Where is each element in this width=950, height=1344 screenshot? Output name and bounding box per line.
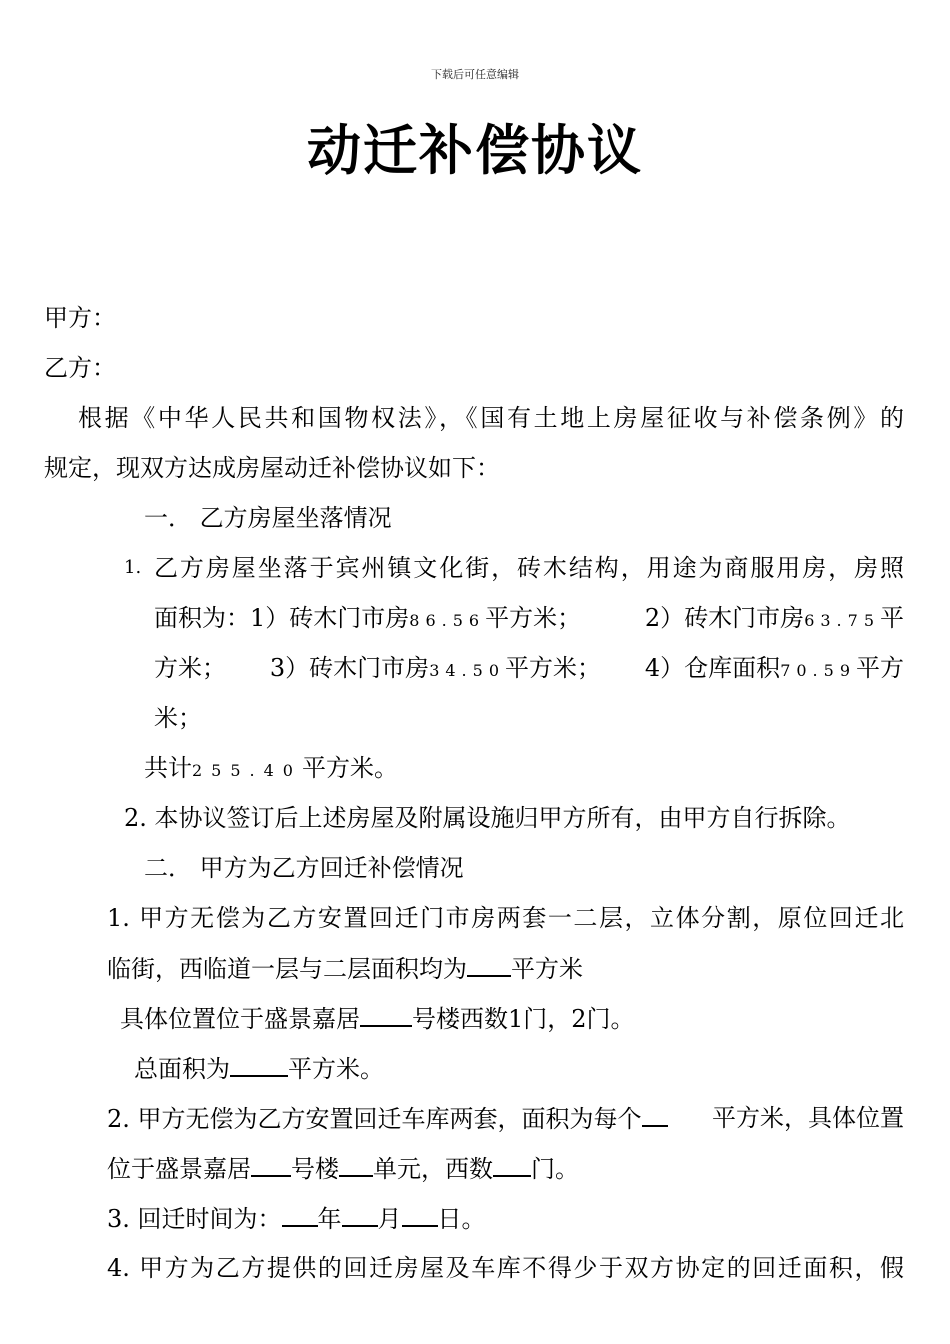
document-title: 动迁补偿协议 [307,118,643,182]
text-segment: 临街，西临道一层与二层面积均为 [107,955,467,983]
s2-item3 [107,1203,486,1234]
party-b: 乙方： [44,354,116,382]
blank-field [339,1153,373,1177]
area-value: 34.50 [429,661,505,680]
blank-field [493,1153,531,1177]
total-area-value: 255.40 [192,761,302,780]
text-segment: 3）砖木门市房 [269,654,430,682]
header-note: 下载后可任意编辑 [431,68,519,81]
text-segment: 日。 [437,1205,486,1233]
s1-item1-line-4: 米； [154,704,202,732]
s2-item4: 4. 甲方为乙方提供的回迁房屋及车库不得少于双方协定的回迁面积，假 [107,1254,904,1282]
s2-item2-line-2 [107,1153,579,1184]
s1-item1-line-2 [154,603,904,636]
blank-field [282,1203,318,1227]
s2-item1-line-4 [134,1053,384,1084]
s1-item1-line-1: 乙方房屋坐落于宾州镇文化街，砖木结构，用途为商服用房，房照 [154,554,904,582]
area-value: 70.59 [780,661,856,680]
text-segment: 平方 [856,654,904,682]
s2-item1-line-1: 1. 甲方无偿为乙方安置回迁门市房两套一二层，立体分割，原位回迁北 [107,904,904,932]
intro-line-2: 规定，现双方达成房屋动迁补偿协议如下： [44,454,500,482]
blank-field [342,1203,378,1227]
text-segment: 年 [317,1205,342,1233]
blank-field [360,1003,412,1027]
s1-item1-line-3 [154,653,904,686]
text-segment: 面积为：1）砖木门市房 [154,604,410,632]
s1-total [144,753,398,786]
s1-item2: 2. 本协议签订后上述房屋及附属设施归甲方所有，由甲方自行拆除。 [124,804,851,832]
area-value: 86.56 [409,611,486,630]
blank-field [402,1203,438,1227]
text-segment: 月 [377,1205,402,1233]
text-segment: 砖木门市房 [684,604,805,632]
text-segment: 2） [644,604,685,632]
text-segment: 门。 [531,1155,579,1183]
intro-line-1: 根据《中华人民共和国物权法》，《国有土地上房屋征收与补偿条例》的 [78,404,904,432]
party-a: 甲方： [44,304,116,332]
blank-field [642,1103,668,1127]
text-segment: 平方米 [511,955,583,983]
blank-field [230,1053,288,1077]
text-segment: 总面积为 [134,1055,230,1083]
text-segment: 平方米。 [301,754,398,782]
s2-item1-line-3 [120,1003,635,1034]
text-segment: 平方米。 [288,1055,384,1083]
s2-item1-line-2 [107,953,583,984]
text-segment: 号楼西数1门，2门。 [412,1005,635,1033]
text-segment: 2. 甲方无偿为乙方安置回迁车库两套，面积为每个 [107,1105,642,1133]
text-segment: 4）仓库面积 [644,654,781,682]
s1-item1-number: 1. [124,557,142,578]
text-segment: 方米； [154,654,226,682]
blank-field [251,1153,291,1177]
s2-item2-line-1 [107,1103,904,1134]
blank-field [467,953,511,977]
text-segment: 共计 [144,754,192,782]
text-segment: 号楼 [291,1155,339,1183]
text-segment: 平方米； [505,654,601,682]
text-segment: 位于盛景嘉居 [107,1155,251,1183]
text-segment: 3. 回迁时间为： [107,1205,282,1233]
text-segment: 具体位置位于盛景嘉居 [120,1005,360,1033]
text-segment: 平方米； [485,604,582,632]
section-2-heading: 二． 甲方为乙方回迁补偿情况 [144,854,464,882]
text-segment: 平 [880,604,904,632]
area-value: 63.75 [804,611,880,630]
text-segment: 单元，西数 [373,1155,493,1183]
section-1-heading: 一． 乙方房屋坐落情况 [144,504,392,532]
text-segment: 平方米，具体位置 [712,1104,904,1132]
